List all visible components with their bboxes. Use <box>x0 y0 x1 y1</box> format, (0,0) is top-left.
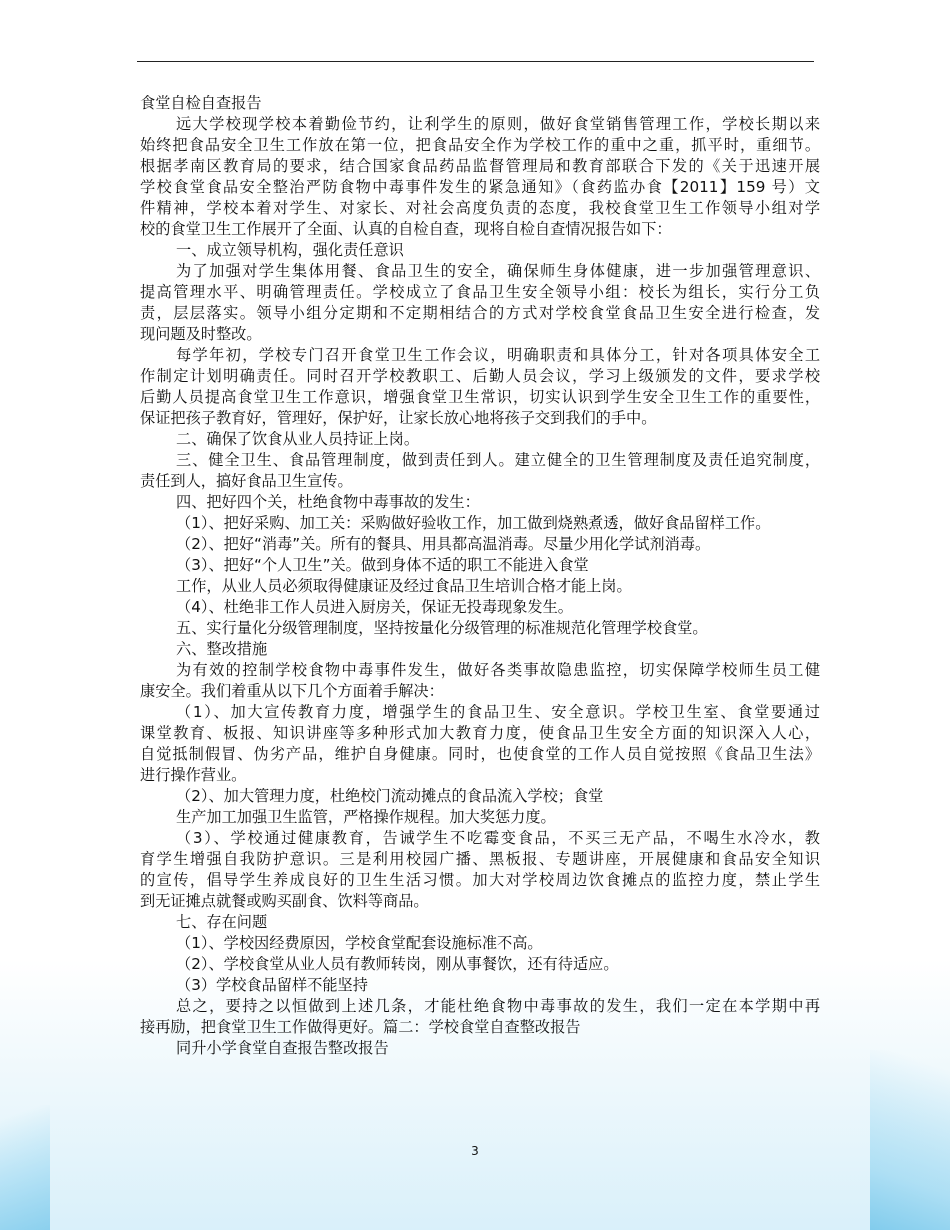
text-line: 每学年初，学校专门召开食堂卫生工作会议，明确职责和具体分工，针对各项具体安全工 <box>176 346 820 364</box>
text-line: 责任到人，搞好食品卫生宣传。 <box>140 472 353 490</box>
text-line: （1）、把好采购、加工关：采购做好验收工作，加工做到烧熟煮透，做好食品留样工作。 <box>176 514 771 532</box>
text-line: 根据孝南区教育局的要求，结合国家食品药品监督管理局和教育部联合下发的《关于迅速开展 <box>140 157 820 175</box>
text-line: 康安全。我们着重从以下几个方面着手解决： <box>140 682 444 700</box>
text-line: （1）、学校因经费原因，学校食堂配套设施标准不高。 <box>176 934 543 952</box>
text-line: 育学生增强自我防护意识。三是利用校园广播、黑板报、专题讲座，开展健康和食品安全知识 <box>140 850 820 868</box>
document-title: 食堂自检自查报告 <box>140 94 262 112</box>
corner-decoration-left <box>0 1105 50 1230</box>
text-line: 自觉抵制假冒、伪劣产品，维护自身健康。同时，也使食堂的工作人员自觉按照《食品卫生法》 <box>140 745 820 763</box>
text-line: 课堂教育、板报、知识讲座等多种形式加大教育力度，使食品卫生安全方面的知识深入人心， <box>140 724 820 742</box>
text-line: 三、健全卫生、食品管理制度，做到责任到人。建立健全的卫生管理制度及责任追究制度， <box>176 451 820 469</box>
text-line: （2）、学校食堂从业人员有教师转岗，刚从事餐饮，还有待适应。 <box>176 955 619 973</box>
text-line: （2）、把好“消毒”关。所有的餐具、用具都高温消毒。尽量少用化学试剂消毒。 <box>176 535 711 553</box>
text-line: 件精神，学校本着对学生、对家长、对社会高度负责的态度，我校食堂卫生工作领导小组对学 <box>140 199 820 217</box>
text-line: （1）、加大宣传教育力度，增强学生的食品卫生、安全意识。学校卫生室、食堂要通过 <box>176 703 820 721</box>
text-line: （3）、学校通过健康教育，告诫学生不吃霉变食品，不买三无产品，不喝生水冷水，教 <box>176 829 820 847</box>
text-line: 工作，从业人员必须取得健康证及经过食品卫生培训合格才能上岗。 <box>176 577 632 595</box>
text-line: 提高管理水平、明确管理责任。学校成立了食品卫生安全领导小组：校长为组长，实行分工负 <box>140 283 820 301</box>
text-line: 进行操作营业。 <box>140 766 247 784</box>
text-line: （2）、加大管理力度，杜绝校门流动摊点的食品流入学校；食堂 <box>176 787 604 805</box>
text-line: 总之，要持之以恒做到上述几条，才能杜绝食物中毒事故的发生，我们一定在本学期中再 <box>176 997 820 1015</box>
header-rule <box>137 61 814 62</box>
text-line: 保证把孩子教育好，管理好，保护好，让家长放心地将孩子交到我们的手中。 <box>140 409 657 427</box>
text-line: 为有效的控制学校食物中毒事件发生，做好各类事故隐患监控，切实保障学校师生员工健 <box>176 661 820 679</box>
text-line: （3）学校食品留样不能坚持 <box>176 976 368 994</box>
text-line: 五、实行量化分级管理制度，坚持按量化分级管理的标准规范化管理学校食堂。 <box>176 619 708 637</box>
corner-decoration-right <box>870 1050 950 1230</box>
text-line: 一、成立领导机构，强化责任意识 <box>176 241 404 259</box>
text-line: 责，层层落实。领导小组分定期和不定期相结合的方式对学校食堂食品卫生安全进行检查，发 <box>140 304 820 322</box>
text-line: 生产加工加强卫生监管，严格操作规程。加大奖惩力度。 <box>176 808 556 826</box>
document-body <box>140 93 820 1059</box>
text-line: 的宣传，倡导学生养成良好的卫生生活习惯。加大对学校周边饮食摊点的监控力度，禁止学生 <box>140 871 820 889</box>
text-line: 后勤人员提高食堂卫生工作意识，增强食堂卫生常识，切实认识到学生安全卫生工作的重要性， <box>140 388 820 406</box>
text-line: 始终把食品安全卫生工作放在第一位，把食品安全作为学校工作的重中之重，抓平时，重细节。 <box>140 136 820 154</box>
text-line: 现问题及时整改。 <box>140 325 262 343</box>
text-line: 接再励，把食堂卫生工作做得更好。篇二：学校食堂自查整改报告 <box>140 1018 581 1036</box>
text-line: 七、存在问题 <box>176 913 268 931</box>
text-line: 作制定计划明确责任。同时召开学校教职工、后勤人员会议，学习上级颁发的文件，要求学校 <box>140 367 820 385</box>
page-number: 3 <box>471 1144 479 1158</box>
text-line: 六、整改措施 <box>176 640 268 658</box>
text-line: 二、确保了饮食从业人员持证上岗。 <box>176 430 419 448</box>
text-line: 到无证摊点就餐或购买副食、饮料等商品。 <box>140 892 429 910</box>
text-line: （4）、杜绝非工作人员进入厨房关，保证无投毒现象发生。 <box>176 598 573 616</box>
text-line: 校的食堂卫生工作展开了全面、认真的自检自查，现将自检自查情况报告如下： <box>140 220 672 238</box>
paragraph-lines <box>140 114 820 1059</box>
text-line: （3）、把好“个人卫生”关。做到身体不适的职工不能进入食堂 <box>176 556 589 574</box>
text-line: 为了加强对学生集体用餐、食品卫生的安全，确保师生身体健康，进一步加强管理意识、 <box>176 262 820 280</box>
text-line: 四、把好四个关，杜绝食物中毒事故的发生： <box>176 493 480 511</box>
text-line: 同升小学食堂自查报告整改报告 <box>176 1039 389 1057</box>
text-line: 学校食堂食品安全整治严防食物中毒事件发生的紧急通知》（食药监办食【2011】159 号）文 <box>140 178 820 196</box>
text-line: 远大学校现学校本着勤俭节约，让利学生的原则，做好食堂销售管理工作，学校长期以来 <box>176 115 820 133</box>
